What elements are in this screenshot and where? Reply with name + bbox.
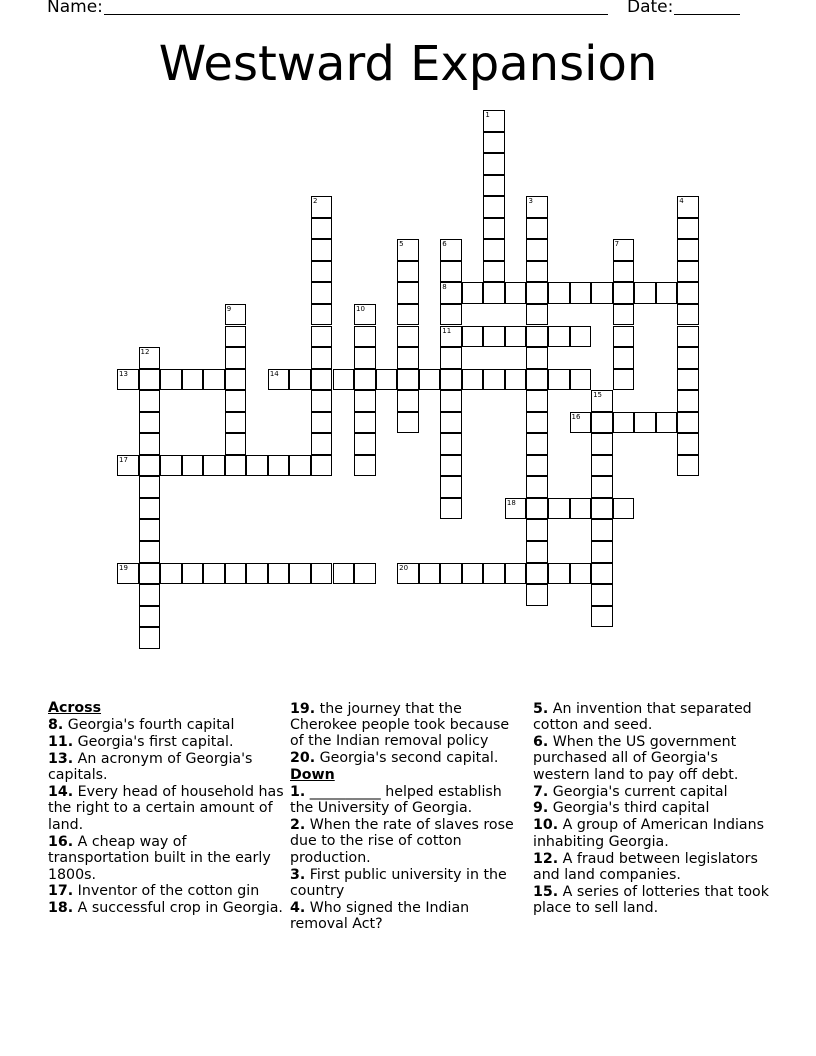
crossword-cell[interactable] (591, 390, 613, 412)
crossword-cell[interactable] (526, 563, 548, 585)
crossword-cell[interactable] (483, 282, 505, 304)
crossword-cell[interactable] (570, 498, 592, 520)
crossword-cell[interactable] (311, 304, 333, 326)
crossword-cell[interactable] (591, 584, 613, 606)
crossword-cell[interactable] (397, 282, 419, 304)
crossword-cell[interactable] (677, 261, 699, 283)
crossword-cell[interactable] (117, 455, 139, 477)
crossword-cell[interactable] (440, 433, 462, 455)
crossword-cell[interactable] (526, 476, 548, 498)
crossword-cell[interactable] (613, 261, 635, 283)
crossword-cell[interactable] (354, 563, 376, 585)
crossword-cell[interactable] (139, 563, 161, 585)
clue-across-14: 14. Every head of household has the right to a certain amount of land. (48, 784, 284, 833)
crossword-cell[interactable] (225, 304, 247, 326)
crossword-cell[interactable] (139, 584, 161, 606)
clue-down-7: 7. Georgia's current capital (533, 783, 728, 800)
crossword-cell[interactable] (117, 563, 139, 585)
crossword-cell[interactable] (613, 412, 635, 434)
crossword-cell[interactable] (483, 326, 505, 348)
page-title: Westward Expansion (158, 36, 658, 92)
crossword-cell[interactable] (591, 282, 613, 304)
crossword-cell[interactable] (591, 498, 613, 520)
crossword-cell[interactable] (397, 369, 419, 391)
crossword-cell[interactable] (570, 563, 592, 585)
crossword-cell[interactable] (591, 519, 613, 541)
crossword-cell[interactable] (613, 326, 635, 348)
crossword-cell[interactable] (311, 218, 333, 240)
crossword-cell[interactable] (570, 412, 592, 434)
clue-number: 3 (528, 197, 533, 206)
crossword-cell[interactable] (505, 369, 527, 391)
crossword-cell[interactable] (677, 433, 699, 455)
crossword-cell[interactable] (483, 132, 505, 154)
crossword-cell[interactable] (526, 261, 548, 283)
crossword-cell[interactable] (203, 563, 225, 585)
clue-number: 7 (614, 240, 620, 249)
crossword-cell[interactable] (397, 261, 419, 283)
crossword-cell[interactable] (613, 304, 635, 326)
crossword-cell[interactable] (483, 563, 505, 585)
clue-down-10: 10. A group of American Indians inhabiting Georgia. (533, 817, 764, 850)
crossword-cell[interactable] (419, 369, 441, 391)
crossword-cell[interactable] (462, 326, 484, 348)
crossword-cell[interactable] (440, 282, 462, 304)
crossword-cell[interactable] (397, 412, 419, 434)
crossword-cell[interactable] (526, 390, 548, 412)
crossword-cell[interactable] (677, 390, 699, 412)
crossword-cell[interactable] (656, 412, 678, 434)
crossword-cell[interactable] (311, 261, 333, 283)
clue-number: 9 (226, 304, 232, 313)
crossword-cell[interactable] (591, 563, 613, 585)
crossword-cell[interactable] (440, 326, 462, 348)
crossword-cell[interactable] (591, 455, 613, 477)
crossword-cell[interactable] (203, 455, 225, 477)
crossword-cell[interactable] (526, 433, 548, 455)
crossword-cell[interactable] (397, 347, 419, 369)
crossword-cell[interactable] (548, 563, 570, 585)
crossword-cell[interactable] (591, 541, 613, 563)
crossword-cell[interactable] (440, 563, 462, 585)
crossword-cell[interactable] (397, 239, 419, 261)
crossword-cell[interactable] (677, 326, 699, 348)
crossword-cell[interactable] (548, 369, 570, 391)
crossword-cell[interactable] (677, 304, 699, 326)
crossword-cell[interactable] (656, 282, 678, 304)
clue-across-17: 17. Inventor of the cotton gin (48, 883, 260, 900)
clues-column-3 (533, 700, 773, 917)
crossword-cell[interactable] (505, 326, 527, 348)
clue-number: 8 (442, 283, 447, 292)
crossword-cell[interactable] (139, 347, 161, 369)
crossword-cell[interactable] (203, 369, 225, 391)
crossword-cell[interactable] (483, 239, 505, 261)
crossword-cell[interactable] (354, 369, 376, 391)
crossword-cell[interactable] (483, 175, 505, 197)
crossword-cell[interactable] (225, 563, 247, 585)
crossword-cell[interactable] (505, 563, 527, 585)
crossword-cell[interactable] (311, 196, 333, 218)
crossword-cell[interactable] (289, 455, 311, 477)
crossword-cell[interactable] (483, 153, 505, 175)
crossword-cell[interactable] (526, 282, 548, 304)
crossword-cell[interactable] (570, 326, 592, 348)
crossword-cell[interactable] (677, 455, 699, 477)
crossword-cell[interactable] (462, 369, 484, 391)
crossword-cell[interactable] (419, 563, 441, 585)
crossword-cell[interactable] (613, 347, 635, 369)
clue-number: 19 (119, 563, 128, 572)
crossword-cell[interactable] (526, 412, 548, 434)
crossword-cell[interactable] (354, 326, 376, 348)
crossword-cell[interactable] (139, 498, 161, 520)
clue-across-20: 20. Georgia's second capital. (290, 750, 499, 767)
crossword-cell[interactable] (225, 433, 247, 455)
clue-number: 13 (119, 369, 128, 378)
crossword-cell[interactable] (462, 282, 484, 304)
crossword-cell[interactable] (225, 390, 247, 412)
clue-number: 17 (119, 455, 128, 464)
crossword-cell[interactable] (139, 455, 161, 477)
crossword-cell[interactable] (440, 476, 462, 498)
clues-column-2 (290, 700, 522, 933)
crossword-cell[interactable] (139, 627, 161, 649)
crossword-cell[interactable] (505, 282, 527, 304)
clues-column-1 (48, 700, 286, 917)
clue-number: 10 (356, 304, 365, 313)
crossword-cell[interactable] (483, 196, 505, 218)
crossword-cell[interactable] (268, 369, 290, 391)
crossword-cell[interactable] (440, 412, 462, 434)
crossword-cell[interactable] (440, 498, 462, 520)
crossword-cell[interactable] (462, 563, 484, 585)
crossword-cell[interactable] (225, 412, 247, 434)
crossword-cell[interactable] (311, 563, 333, 585)
crossword-cell[interactable] (311, 455, 333, 477)
crossword-cell[interactable] (354, 347, 376, 369)
clue-down-12: 12. A fraud between legislators and land companies. (533, 850, 758, 884)
crossword-cell[interactable] (526, 455, 548, 477)
crossword-cell[interactable] (160, 369, 182, 391)
name-label: Name: (47, 0, 103, 17)
down-heading: Down (290, 766, 335, 783)
crossword-cell[interactable] (548, 326, 570, 348)
crossword-cell[interactable] (677, 369, 699, 391)
crossword-cell[interactable] (440, 347, 462, 369)
crossword-cell[interactable] (333, 369, 355, 391)
crossword-cell[interactable] (483, 110, 505, 132)
crossword-cell[interactable] (677, 196, 699, 218)
crossword-cell[interactable] (182, 369, 204, 391)
clue-number: 18 (506, 498, 516, 507)
crossword-cell[interactable] (333, 563, 355, 585)
crossword-cell[interactable] (483, 369, 505, 391)
clue-number: 12 (140, 348, 150, 357)
crossword-cell[interactable] (376, 369, 398, 391)
crossword-cell[interactable] (268, 563, 290, 585)
clue-number: 5 (399, 240, 404, 249)
crossword-cell[interactable] (505, 498, 527, 520)
date-label: Date: (627, 0, 674, 17)
crossword-cell[interactable] (548, 282, 570, 304)
crossword-cell[interactable] (139, 606, 161, 628)
crossword-cell[interactable] (591, 412, 613, 434)
crossword-cell[interactable] (139, 369, 161, 391)
crossword-cell[interactable] (225, 369, 247, 391)
clue-number: 2 (312, 197, 318, 206)
clue-across-8: 8. Georgia's fourth capital (48, 716, 235, 733)
clue-down-15: 15. A series of lotteries that took place to sell land. (533, 883, 769, 917)
crossword-cell[interactable] (591, 433, 613, 455)
crossword-cell[interactable] (677, 282, 699, 304)
clue-down-1: 1. __________ helped establish the University of Georgia. (290, 783, 502, 816)
clue-number: 14 (269, 369, 279, 378)
crossword-cell[interactable] (548, 498, 570, 520)
crossword-cell[interactable] (160, 455, 182, 477)
across-heading: Across (48, 700, 102, 716)
crossword-cell[interactable] (526, 541, 548, 563)
crossword-cell[interactable] (354, 412, 376, 434)
crossword-cell[interactable] (483, 261, 505, 283)
crossword-cell[interactable] (289, 563, 311, 585)
clue-down-3: 3. First public university in the country (290, 866, 507, 899)
crossword-cell[interactable] (526, 519, 548, 541)
clue-number: 6 (442, 240, 447, 249)
crossword-cell[interactable] (483, 218, 505, 240)
crossword-cell[interactable] (139, 476, 161, 498)
crossword-cell[interactable] (354, 433, 376, 455)
crossword-cell[interactable] (397, 390, 419, 412)
crossword-cell[interactable] (268, 455, 290, 477)
crossword-cell[interactable] (440, 261, 462, 283)
clue-across-11: 11. Georgia's first capital. (48, 733, 234, 750)
crossword-cell[interactable] (613, 498, 635, 520)
crossword-cell[interactable] (139, 412, 161, 434)
clue-down-9: 9. Georgia's third capital (533, 800, 710, 817)
crossword-cell[interactable] (677, 239, 699, 261)
clue-across-16: 16. A cheap way of transportation built in the early 1800s. (48, 833, 271, 883)
crossword-cell[interactable] (570, 369, 592, 391)
crossword-cell[interactable] (591, 606, 613, 628)
crossword-cell[interactable] (613, 239, 635, 261)
crossword-cell[interactable] (246, 563, 268, 585)
crossword-cell[interactable] (440, 304, 462, 326)
clue-number: 20 (399, 563, 409, 572)
clue-number: 1 (485, 111, 490, 119)
crossword-cell[interactable] (117, 369, 139, 391)
crossword-cell[interactable] (225, 326, 247, 348)
crossword-cell[interactable] (354, 304, 376, 326)
crossword-cell[interactable] (246, 455, 268, 477)
crossword-cell[interactable] (440, 369, 462, 391)
crossword-cell[interactable] (311, 282, 333, 304)
crossword-cell[interactable] (311, 433, 333, 455)
clue-down-6: 6. When the US government purchased all of Georgia's western land to pay off debt. (533, 733, 739, 783)
crossword-cell[interactable] (311, 239, 333, 261)
clue-down-2: 2. When the rate of slaves rose due to the rise of cotton production. (290, 816, 514, 866)
crossword-cell[interactable] (139, 519, 161, 541)
crossword-cell[interactable] (225, 455, 247, 477)
crossword-cell[interactable] (289, 369, 311, 391)
crossword-cell[interactable] (311, 347, 333, 369)
crossword-cell[interactable] (526, 239, 548, 261)
crossword-cell[interactable] (526, 218, 548, 240)
crossword-cell[interactable] (526, 584, 548, 606)
crossword-cell[interactable] (591, 476, 613, 498)
crossword-cell[interactable] (397, 304, 419, 326)
crossword-cell[interactable] (160, 563, 182, 585)
crossword-cell[interactable] (526, 196, 548, 218)
crossword-cell[interactable] (677, 412, 699, 434)
crossword-cell[interactable] (311, 326, 333, 348)
clue-number: 4 (679, 197, 684, 206)
clue-down-5: 5. An invention that separated cotton and seed. (533, 700, 752, 733)
clue-number: 16 (571, 412, 581, 421)
clue-across-13: 13. An acronym of Georgia's capitals. (48, 750, 253, 784)
clue-down-4: 4. Who signed the Indian removal Act? (290, 899, 470, 933)
crossword-cell[interactable] (311, 412, 333, 434)
crossword-cell[interactable] (311, 390, 333, 412)
crossword-cell[interactable] (613, 282, 635, 304)
crossword-cell[interactable] (311, 369, 333, 391)
crossword-cell[interactable] (397, 326, 419, 348)
crossword-cell[interactable] (526, 304, 548, 326)
crossword-cell[interactable] (397, 563, 419, 585)
crossword-cell[interactable] (139, 433, 161, 455)
crossword-cell[interactable] (613, 369, 635, 391)
crossword-cell[interactable] (182, 455, 204, 477)
crossword-cell[interactable] (677, 347, 699, 369)
crossword-cell[interactable] (526, 326, 548, 348)
clue-across-19: 19. the journey that the Cherokee people took because of the Indian removal policy (290, 700, 510, 750)
crossword-cell[interactable] (634, 282, 656, 304)
crossword-cell[interactable] (440, 239, 462, 261)
clue-across-18: 18. A successful crop in Georgia. (48, 900, 283, 917)
crossword-cell[interactable] (526, 347, 548, 369)
crossword-cell[interactable] (570, 282, 592, 304)
clue-number: 11 (442, 326, 452, 335)
crossword-cell[interactable] (634, 412, 656, 434)
crossword-cell[interactable] (526, 498, 548, 520)
crossword-cell[interactable] (354, 390, 376, 412)
crossword-cell[interactable] (440, 390, 462, 412)
crossword-cell[interactable] (677, 218, 699, 240)
crossword-cell[interactable] (440, 455, 462, 477)
crossword-cell[interactable] (139, 390, 161, 412)
crossword-cell[interactable] (225, 347, 247, 369)
crossword-cell[interactable] (526, 369, 548, 391)
crossword-cell[interactable] (182, 563, 204, 585)
crossword-cell[interactable] (139, 541, 161, 563)
crossword-cell[interactable] (354, 455, 376, 477)
clue-number: 15 (593, 391, 603, 400)
